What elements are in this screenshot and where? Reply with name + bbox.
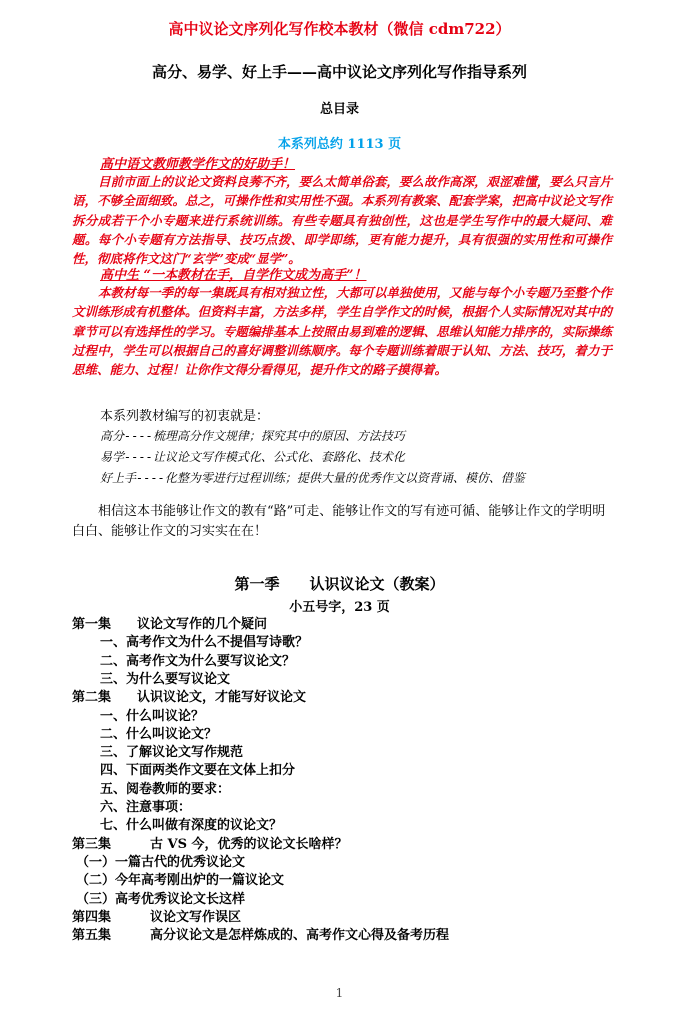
total-pages: 本系列总约 1113 页 [277,137,402,152]
teacher-heading-text: 高中语文教师教学作文的好助手！ [100,157,296,172]
toc-line: 第四集 议论文写作误区 [72,909,242,925]
toc-line: （三）高考优秀议论文长这样 [76,891,246,907]
series-subtitle: 高分、易学、好上手——高中议论文序列化写作指导系列 [151,63,527,81]
page-number: 1 [335,986,344,1000]
toc-line: 五、阅卷教师的要求： [100,781,231,797]
toc-line: 六、注意事项： [100,800,192,815]
purpose-lead: 本系列教材编写的初衷就是： [100,409,270,424]
toc-line: 第五集 高分议论文是怎样炼成的、高考作文心得及备考历程 [72,928,450,944]
toc-line: 一、什么叫议论？ [100,708,205,724]
toc-heading: 总目录 [319,102,359,117]
season1-title: 第一季 认识议论文（教案） [234,575,445,593]
student-paragraph: 本教材每一季的每一集既具有相对独立性，大都可以单独使用，又能与每个小专题乃至整个作文训练形成有机整体。但资料丰富，方法多样，学生自学作文的时候，根据个人实际情况对其中的章节可以有选择性的学习。专题编排基本上按照由易到难的逻辑、思维认知能力排序的，实际操练过程中，学生可以根据自己的喜好调整训练顺序。每个专题训练着眼于认知、方法、技巧，着力于思维、能力、过程！让你作文得分看得见，提升作文的路子摸得着。 [72,285,612,378]
document-title: 高中议论文序列化写作校本教材（微信 cdm722） [168,20,511,38]
season1-subtitle: 小五号字，23 页 [289,600,390,615]
toc-line: 第一集 议论文写作的几个疑问 [72,617,268,632]
toc-line: 一、高考作文为什么不提倡写诗歌？ [100,635,309,651]
purpose-item-easy-start: 好上手----化整为零进行过程训练；提供大量的优秀作文以资背诵、模仿、借鉴 [100,471,525,485]
toc-line: 三、了解议论文写作规范 [100,745,244,761]
student-heading-text: 高中生 “一本教材在手，自学作文成为高手”！ [100,268,367,283]
toc-line: （二）今年高考刚出炉的一篇议论文 [76,873,285,889]
student-heading [100,264,366,283]
purpose-item-high-score: 高分----梳理高分作文规律；探究其中的原因、方法技巧 [100,429,405,443]
teacher-paragraph: 目前市面上的议论文资料良莠不齐，要么太简单俗套，要么故作高深，艰涩难懂，要么只言片语，不够全面细致。总之，可操作性和实用性不强。本系列有教案、配套学案，把高中议论文写作拆分成若干个小专题来进行系统训练。有些专题具有独创性，这也是学生写作中的最大疑问、难题。每个小专题有方法指导、技巧点拨、即学即练，更有能力提升，具有很强的实用性和可操作性，彻底将作文这门“玄学”变成“显学”。 [72,174,612,267]
toc-line: （一）一篇古代的优秀议论文 [76,854,246,870]
toc-line: 第二集 认识议论文，才能写好议论文 [72,690,307,706]
toc-line: 二、什么叫议论文？ [100,726,218,742]
toc-line: 二、高考作文为什么要写议论文？ [100,653,296,669]
teacher-heading [100,153,295,172]
toc-line: 第三集 古 VS 今，优秀的议论文长啥样？ [72,836,348,852]
toc-line: 四、下面两类作文要在文体上扣分 [100,763,296,779]
toc-line: 三、为什么要写议论文 [100,671,231,687]
conclusion-paragraph: 相信这本书能够让作文的教有“路”可走、能够让作文的写有迹可循、能够让作文的学明明白白、能够让作文的习实实在在！ [72,504,606,539]
toc-line: 七、什么叫做有深度的议论文？ [100,818,283,834]
purpose-item-easy-learn: 易学----让议论文写作模式化、公式化、套路化、技术化 [100,450,405,464]
